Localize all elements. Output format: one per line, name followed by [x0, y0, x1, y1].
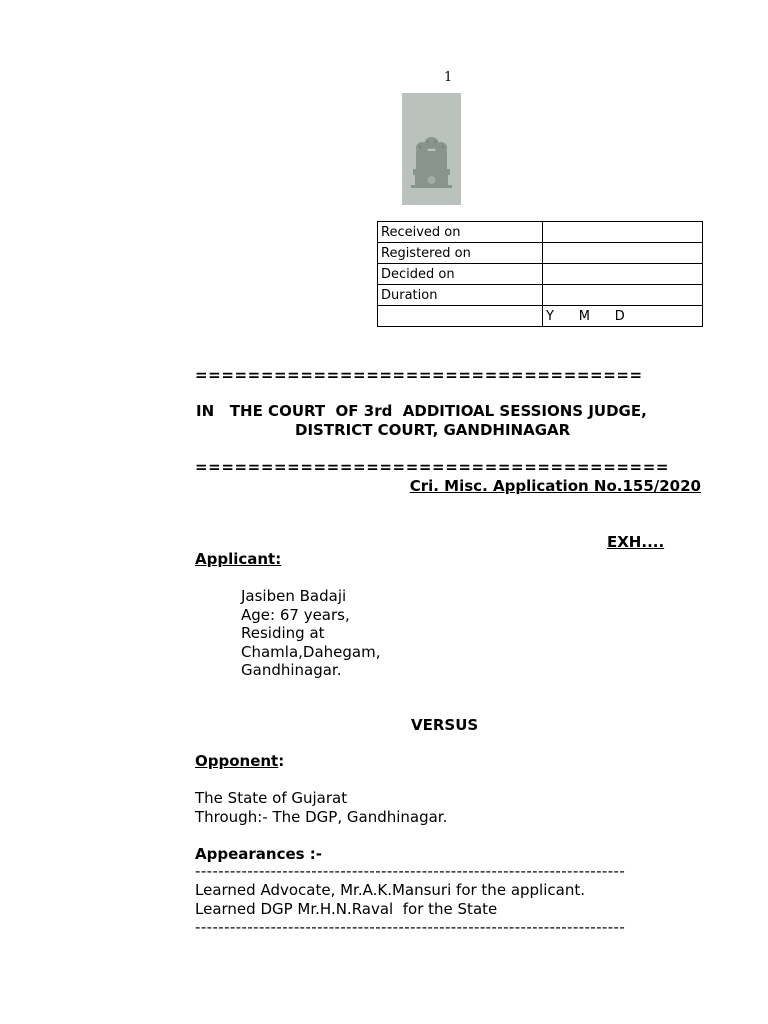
appearances-heading: Appearances :-: [195, 845, 323, 863]
registration-table: [377, 221, 703, 327]
separator-line: ==================================: [195, 366, 643, 384]
applicant-residence-label: Residing at: [241, 624, 325, 642]
table-row: [378, 306, 703, 327]
court-heading-line-1: IN THE COURT OF 3rd ADDITIOAL SESSIONS JUDGE,: [196, 402, 647, 420]
appearances-list: [195, 881, 585, 919]
table-row: [378, 243, 703, 264]
table-row: [378, 264, 703, 285]
state-prosecutor: Learned DGP Mr.H.N.Raval for the State: [195, 900, 498, 918]
row-label: [378, 306, 543, 327]
applicant-age: Age: 67 years,: [241, 605, 350, 624]
row-label: Decided on: [378, 264, 543, 285]
versus-heading: VERSUS: [411, 716, 479, 734]
opponent-colon: :: [278, 752, 285, 770]
table-row: [378, 222, 703, 243]
dashed-rule: --------------------------------------------------------------------------: [195, 862, 626, 880]
applicant-details: [241, 587, 380, 680]
opponent-details: [195, 789, 447, 826]
opponent-heading-line: [195, 752, 284, 770]
opponent-through: Through:- The DGP, Gandhinagar.: [195, 807, 448, 826]
row-label: Received on: [378, 222, 543, 243]
table-row: [378, 285, 703, 306]
row-value: [543, 243, 703, 264]
applicant-city: Gandhinagar.: [241, 661, 342, 679]
row-value: [543, 222, 703, 243]
page-number: 1: [444, 70, 453, 85]
court-heading-line-2: DISTRICT COURT, GANDHINAGAR: [295, 421, 571, 439]
opponent-name: The State of Gujarat: [195, 789, 348, 807]
dashed-rule: --------------------------------------------------------------------------: [195, 918, 626, 936]
row-value: [543, 264, 703, 285]
row-value: [543, 285, 703, 306]
national-emblem-logo: [402, 93, 461, 167]
exhibit-number: EXH....: [607, 533, 665, 551]
applicant-name: Jasiben Badaji: [241, 587, 347, 605]
duration-units: Y M D: [543, 306, 703, 327]
case-number: Cri. Misc. Application No.155/2020: [409, 477, 701, 495]
row-label: Duration: [378, 285, 543, 306]
applicant-heading: Applicant:: [195, 550, 282, 568]
applicant-advocate: Learned Advocate, Mr.A.K.Mansuri for the applicant.: [195, 881, 585, 899]
row-label: Registered on: [378, 243, 543, 264]
separator-line: ====================================: [195, 458, 670, 476]
applicant-address: Chamla,Dahegam,: [241, 642, 381, 661]
opponent-heading: Opponent: [195, 752, 279, 770]
